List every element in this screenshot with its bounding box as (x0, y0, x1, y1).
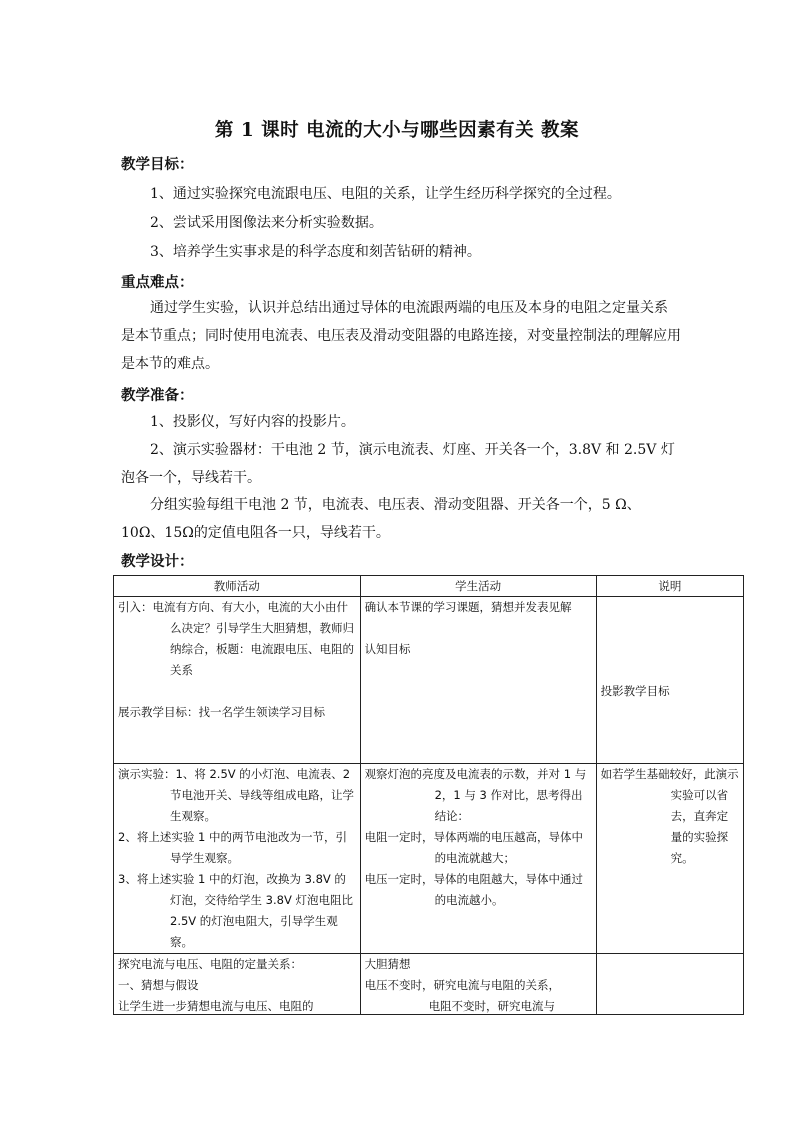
student-text: 电压一定时，导体的电阻越大，导体中通过的电流越小。 (364, 872, 584, 907)
student-activity-cell (360, 597, 596, 764)
table-row (114, 764, 744, 954)
intro-text: 引入：电流有方向、有大小，电流的大小由什么决定？引导学生大胆猜想，教师归纳综合，板题：电流跟电压、电阻的关系 (118, 600, 354, 677)
table-header-row (114, 576, 744, 597)
header-student-activity: 学生活动 (360, 576, 596, 597)
prep-heading: 教学准备： (121, 387, 194, 404)
objective-item: 3、培养学生实事求是的科学态度和刻苦钻研的精神。 (150, 244, 481, 260)
student-activity-cell (360, 764, 596, 954)
student-text: 大胆猜想 (364, 957, 411, 971)
student-text: 观察灯泡的亮度及电流表的示数，并对 1 与 2，1 与 3 作对比，思考得出结论： (364, 767, 587, 823)
student-text: 电压不变时，研究电流与电阻的关系， (364, 978, 561, 992)
notes-cell (596, 597, 743, 764)
student-text: 确认本节课的学习课题，猜想并发表见解 (364, 600, 572, 614)
demo-step-text: 2、将上述实验 1 中的两节电池改为一节，引导学生观察。 (118, 830, 347, 865)
objective-item: 2、尝试采用图像法来分析实验数据。 (150, 215, 383, 231)
demo-step-text: 演示实验：1、将 2.5V 的小灯泡、电流表、2 节电池开关、导线等组成电路，让学生观察。 (118, 767, 354, 823)
prep-item: 1、投影仪，写好内容的投影片。 (150, 414, 355, 430)
teaching-design-table (113, 575, 744, 1015)
notes-cell (596, 764, 743, 954)
teacher-text: 探究电流与电压、电阻的定量关系： (118, 957, 302, 971)
keypoints-paragraph: 通过学生实验，认识并总结出通过导体的电流跟两端的电压及本身的电阻之定量关系是本节重点；同时使用电流表、电压表及滑动变阻器的电路连接，对变量控制法的理解应用是本节的难点。 (121, 300, 681, 372)
notes-cell (596, 954, 743, 1015)
objective-item: 1、通过实验探究电流跟电压、电阻的关系，让学生经历科学探究的全过程。 (150, 186, 621, 202)
objectives-heading: 教学目标： (121, 156, 194, 173)
teacher-activity-cell (114, 597, 361, 764)
teacher-text: 一、猜想与假设 (118, 978, 199, 992)
demo-step-text: 3、将上述实验 1 中的灯泡，改换为 3.8V 的灯泡，交待给学生 3.8V 灯泡电阻比 2.5V 的灯泡电阻大，引导学生观察。 (118, 872, 353, 949)
design-heading: 教学设计： (121, 553, 194, 570)
header-teacher-activity: 教师活动 (114, 576, 361, 597)
prep-item: 2、演示实验器材：干电池 2 节，演示电流表、灯座、开关各一个，3.8V 和 2.5V 灯泡各一个，导线若干。 (121, 442, 675, 486)
show-objectives-text: 展示教学目标：找一名学生领读学习目标 (118, 705, 325, 719)
teacher-activity-cell (114, 954, 361, 1015)
student-text: 电阻一定时，导体两端的电压越高，导体中的电流就越大； (364, 830, 584, 865)
page-title: 第 1 课时 电流的大小与哪些因素有关 教案 (214, 120, 580, 141)
table-row (114, 954, 744, 1015)
teacher-activity-cell (114, 764, 361, 954)
teacher-text: 让学生进一步猜想电流与电压、电阻的 (118, 999, 314, 1013)
keypoints-heading: 重点难点： (121, 274, 194, 291)
note-text: 如若学生基础较好，此演示实验可以省去，直奔定量的实验探究。 (600, 767, 739, 865)
prep-item: 分组实验每组干电池 2 节，电流表、电压表、滑动变阻器、开关各一个，5 Ω、10Ω、15Ω的定值电阻各一只，导线若干。 (121, 497, 641, 541)
student-text: 认知目标 (364, 642, 411, 656)
table-row (114, 597, 744, 764)
student-text: 电阻不变时，研究电流与 (428, 999, 556, 1013)
header-notes: 说明 (596, 576, 743, 597)
note-text: 投影教学目标 (600, 684, 670, 698)
student-activity-cell (360, 954, 596, 1015)
